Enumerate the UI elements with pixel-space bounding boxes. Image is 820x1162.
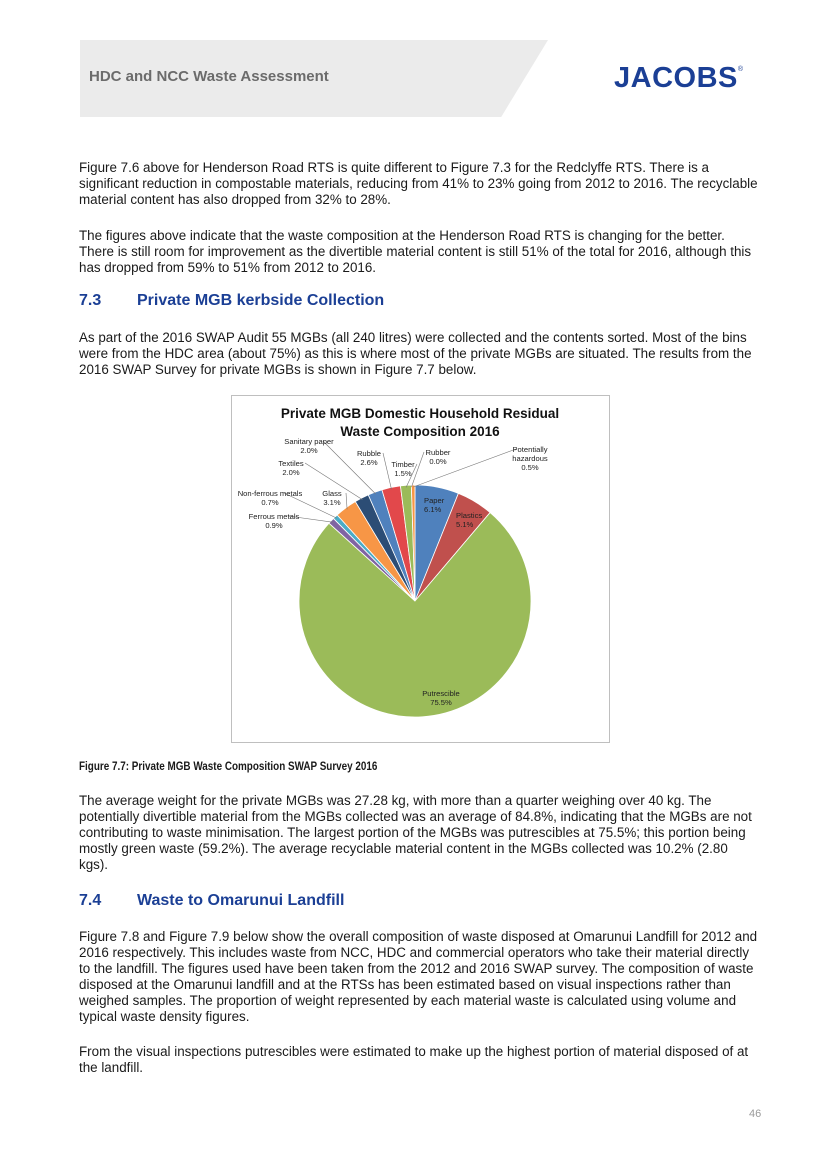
jacobs-logo	[614, 62, 744, 95]
data-label-rubble: Rubble 2.6%	[356, 449, 382, 468]
data-label-putrescible: Putrescible 75.5%	[422, 689, 460, 708]
data-label-ferrous-metals: Ferrous metals 0.9%	[248, 512, 300, 531]
page-number: 46	[749, 1108, 762, 1120]
data-label-textiles: Textiles 2.0%	[278, 459, 304, 478]
section-title: Waste to Omarunui Landfill	[137, 892, 345, 909]
paragraph-visual-inspections: From the visual inspections putrescibles were estimated to make up the highest portion of material disposed of at the landfill.	[79, 1044, 749, 1075]
paragraph-average-weight: The average weight for the private MGBs was 27.28 kg, with more than a quarter weighing over 40 kg. The potentially divertible material from the MGBs collected was an average of 84.8%, indicating that the MGBs are not contributing to waste minimisation. The largest portion of the MGBs was putrescibles at 75.5%; this portion being mostly green waste (59.2%). The average recyclable material content in the MGBs collected was 10.2% (2.80 kgs).	[79, 793, 752, 872]
section-number: 7.3	[79, 292, 102, 309]
paragraph-henderson-composition: The figures above indicate that the waste composition at the Henderson Road RTS is changing for the better. There is still room for improvement as the divertible material content is still 51% of the total for 2016, although this has dropped from 59% to 51% from 2012 to 2016.	[79, 228, 752, 275]
pie-chart	[232, 396, 609, 742]
data-label-sanitary-paper: Sanitary paper 2.0%	[284, 437, 334, 456]
registered-mark: ®	[737, 66, 744, 73]
paragraph-rts-comparison: Figure 7.6 above for Henderson Road RTS is quite different to Figure 7.3 for the Redclyffe RTS. There is a significant reduction in compostable materials, reducing from 41% to 23% going from 2012 to 2016. The recyclable material content has also dropped from 32% to 28%.	[79, 160, 758, 207]
data-label-timber: Timber 1.5%	[391, 460, 415, 479]
paragraph-swap-audit: As part of the 2016 SWAP Audit 55 MGBs (all 240 litres) were collected and the contents sorted. Most of the bins were from the HDC area (about 75%) as this is where most of the private MGBs are situated. The results from the 2016 SWAP Survey for private MGBs is shown in Figure 7.7 below.	[79, 330, 752, 377]
section-title: Private MGB kerbside Collection	[137, 292, 385, 309]
data-label-potentially-hazardous: Potentially hazardous 0.5%	[512, 445, 548, 473]
data-label-glass: Glass 3.1%	[322, 489, 342, 508]
data-label-plastics: Plastics 5.1%	[456, 511, 483, 530]
leader-line-rubber	[411, 452, 424, 487]
chart-title-line2: Waste Composition 2016	[340, 424, 500, 439]
figure-caption: Figure 7.7: Private MGB Waste Composition SWAP Survey 2016	[79, 761, 378, 773]
document-title: HDC and NCC Waste Assessment	[89, 68, 329, 85]
leader-line-rubble	[383, 453, 392, 489]
pie-chart-frame	[231, 395, 610, 743]
data-label-rubber: Rubber 0.0%	[425, 448, 451, 467]
section-heading-7-3	[79, 292, 384, 310]
section-number: 7.4	[79, 892, 102, 909]
chart-title-line1: Private MGB Domestic Household Residual	[280, 406, 560, 421]
data-label-non-ferrous-metals: Non-ferrous metals 0.7%	[237, 489, 303, 508]
data-label-paper: Paper 6.1%	[424, 496, 445, 515]
paragraph-omarunui-landfill: Figure 7.8 and Figure 7.9 below show the overall composition of waste disposed at Omarunui Landfill for 2012 and 2016 respectively. This includes waste from NCC, HDC and commercial operators who take their material directly to the landfill. The figures used have been taken from the 2012 and 2016 SWAP survey. The composition of waste disposed at the Omarunui landfill and at the RTSs has been estimated based on visual inspections rather than weighed samples. The proportion of weight represented by each material waste is calculated using volume and typical waste density figures.	[79, 929, 758, 1024]
section-heading-7-4	[79, 892, 344, 910]
logo-text: JACOBS	[614, 62, 738, 94]
